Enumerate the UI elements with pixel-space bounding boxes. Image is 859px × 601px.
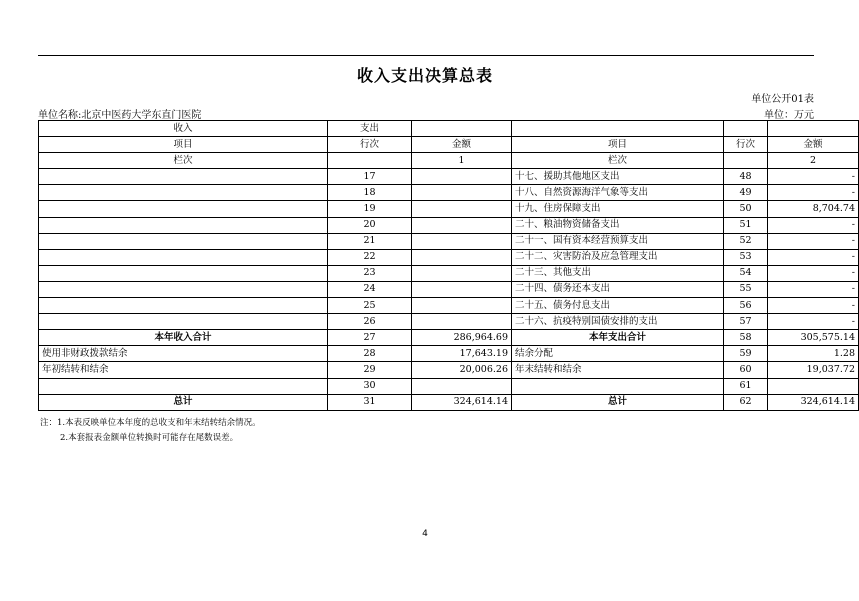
footnotes xyxy=(40,416,261,446)
right-item-cell: 二十一、国有资本经营预算支出 xyxy=(512,233,724,249)
summary-table xyxy=(38,120,859,411)
right-item-cell: 十七、援助其他地区支出 xyxy=(512,169,724,185)
right-line-no-cell: 51 xyxy=(724,217,768,233)
left-line-no-cell: 18 xyxy=(328,185,412,201)
right-line-no-cell: 49 xyxy=(724,185,768,201)
right-line-no-cell: 60 xyxy=(724,362,768,378)
left-amount-cell xyxy=(412,298,512,314)
left-amount-cell: 324,614.14 xyxy=(412,394,512,410)
left-line-no-cell: 21 xyxy=(328,233,412,249)
right-amount-cell: 305,575.14 xyxy=(768,330,859,346)
left-amount-cell xyxy=(412,185,512,201)
header-left-col-no: 栏次 xyxy=(39,153,328,169)
header-expense: 支出 xyxy=(328,121,412,137)
right-item-cell: 年末结转和结余 xyxy=(512,362,724,378)
left-item-cell xyxy=(39,201,328,217)
right-line-no-cell: 62 xyxy=(724,394,768,410)
right-item-cell: 二十三、其他支出 xyxy=(512,265,724,281)
left-line-no-cell: 26 xyxy=(328,314,412,330)
table-row xyxy=(39,217,859,233)
left-item-cell: 年初结转和结余 xyxy=(39,362,328,378)
right-item-cell: 本年支出合计 xyxy=(512,330,724,346)
right-line-no-cell: 52 xyxy=(724,233,768,249)
left-amount-cell: 20,006.26 xyxy=(412,362,512,378)
left-amount-cell xyxy=(412,233,512,249)
left-item-cell xyxy=(39,233,328,249)
right-line-no-cell: 50 xyxy=(724,201,768,217)
left-line-no-cell: 25 xyxy=(328,298,412,314)
right-item-cell: 十九、住房保障支出 xyxy=(512,201,724,217)
left-amount-cell xyxy=(412,378,512,394)
left-item-cell xyxy=(39,298,328,314)
right-item-cell: 二十四、债务还本支出 xyxy=(512,281,724,297)
left-line-no-cell: 24 xyxy=(328,281,412,297)
header-row-3 xyxy=(39,153,859,169)
table-row xyxy=(39,201,859,217)
left-amount-cell xyxy=(412,169,512,185)
left-item-cell: 总计 xyxy=(39,394,328,410)
right-item-cell: 二十、粮油物资储备支出 xyxy=(512,217,724,233)
table-row xyxy=(39,281,859,297)
footnote-2: 2.本套报表金额单位转换时可能存在尾数误差。 xyxy=(60,433,239,443)
right-item-cell xyxy=(512,378,724,394)
left-line-no-cell: 20 xyxy=(328,217,412,233)
left-amount-cell: 17,643.19 xyxy=(412,346,512,362)
right-item-cell: 结余分配 xyxy=(512,346,724,362)
right-amount-cell: 19,037.72 xyxy=(768,362,859,378)
table-row xyxy=(39,265,859,281)
right-amount-cell: - xyxy=(768,265,859,281)
table-row xyxy=(39,185,859,201)
right-amount-cell: 1.28 xyxy=(768,346,859,362)
left-line-no-cell: 29 xyxy=(328,362,412,378)
table-row xyxy=(39,169,859,185)
table-row xyxy=(39,330,859,346)
right-item-cell: 二十二、灾害防治及应急管理支出 xyxy=(512,249,724,265)
left-line-no-cell: 30 xyxy=(328,378,412,394)
right-amount-cell: - xyxy=(768,314,859,330)
header-row-2 xyxy=(39,137,859,153)
left-line-no-cell: 23 xyxy=(328,265,412,281)
right-item-cell: 总计 xyxy=(512,394,724,410)
right-amount-cell: 8,704.74 xyxy=(768,201,859,217)
table-row xyxy=(39,346,859,362)
table-row xyxy=(39,314,859,330)
header-left-amount: 金额 xyxy=(412,137,512,153)
table-row xyxy=(39,378,859,394)
left-amount-cell xyxy=(412,201,512,217)
left-item-cell xyxy=(39,314,328,330)
footnote-1: 注：1.本表反映单位本年度的总收支和年末结转结余情况。 xyxy=(40,418,261,428)
left-line-no-cell: 17 xyxy=(328,169,412,185)
left-item-cell xyxy=(39,249,328,265)
left-amount-cell xyxy=(412,265,512,281)
table-row xyxy=(39,394,859,410)
left-line-no-cell: 22 xyxy=(328,249,412,265)
right-line-no-cell: 56 xyxy=(724,298,768,314)
right-amount-cell: - xyxy=(768,281,859,297)
left-item-cell xyxy=(39,185,328,201)
right-amount-cell: 324,614.14 xyxy=(768,394,859,410)
table-row xyxy=(39,298,859,314)
right-item-cell: 十八、自然资源海洋气象等支出 xyxy=(512,185,724,201)
form-code: 单位公开01表 xyxy=(751,94,814,105)
header-right-line-no: 行次 xyxy=(724,137,768,153)
header-left-item: 项目 xyxy=(39,137,328,153)
right-amount-cell: - xyxy=(768,233,859,249)
header-col-1: 1 xyxy=(412,153,512,169)
right-amount-cell: - xyxy=(768,217,859,233)
left-item-cell xyxy=(39,217,328,233)
right-item-cell: 二十五、债务付息支出 xyxy=(512,298,724,314)
header-income: 收入 xyxy=(39,121,328,137)
left-amount-cell xyxy=(412,249,512,265)
left-amount-cell xyxy=(412,314,512,330)
right-line-no-cell: 48 xyxy=(724,169,768,185)
top-rule xyxy=(38,55,814,56)
left-amount-cell xyxy=(412,281,512,297)
right-amount-cell: - xyxy=(768,185,859,201)
right-amount-cell: - xyxy=(768,169,859,185)
page-title: 收入支出决算总表 xyxy=(356,66,493,85)
right-line-no-cell: 59 xyxy=(724,346,768,362)
header-row-1 xyxy=(39,121,859,137)
header-right-item: 项目 xyxy=(512,137,724,153)
right-amount-cell: - xyxy=(768,298,859,314)
right-line-no-cell: 58 xyxy=(724,330,768,346)
right-line-no-cell: 57 xyxy=(724,314,768,330)
header-right-amount: 金额 xyxy=(768,137,859,153)
right-item-cell: 二十六、抗疫特别国债安排的支出 xyxy=(512,314,724,330)
left-item-cell xyxy=(39,169,328,185)
right-line-no-cell: 54 xyxy=(724,265,768,281)
left-item-cell xyxy=(39,265,328,281)
table-row xyxy=(39,362,859,378)
left-line-no-cell: 27 xyxy=(328,330,412,346)
left-amount-cell xyxy=(412,217,512,233)
right-amount-cell: - xyxy=(768,249,859,265)
right-amount-cell xyxy=(768,378,859,394)
header-col-2: 2 xyxy=(768,153,859,169)
table-row xyxy=(39,249,859,265)
left-item-cell xyxy=(39,378,328,394)
page-number: 4 xyxy=(422,529,428,539)
unit-name: 单位名称:北京中医药大学东直门医院 xyxy=(38,110,202,121)
right-line-no-cell: 61 xyxy=(724,378,768,394)
table-row xyxy=(39,233,859,249)
right-line-no-cell: 53 xyxy=(724,249,768,265)
header-right-col-no: 栏次 xyxy=(512,153,724,169)
unit-of-measure: 单位：万元 xyxy=(764,110,814,121)
left-line-no-cell: 19 xyxy=(328,201,412,217)
right-line-no-cell: 55 xyxy=(724,281,768,297)
left-item-cell: 本年收入合计 xyxy=(39,330,328,346)
left-amount-cell: 286,964.69 xyxy=(412,330,512,346)
left-line-no-cell: 31 xyxy=(328,394,412,410)
left-item-cell xyxy=(39,281,328,297)
left-item-cell: 使用非财政拨款结余 xyxy=(39,346,328,362)
left-line-no-cell: 28 xyxy=(328,346,412,362)
header-left-line-no: 行次 xyxy=(328,137,412,153)
